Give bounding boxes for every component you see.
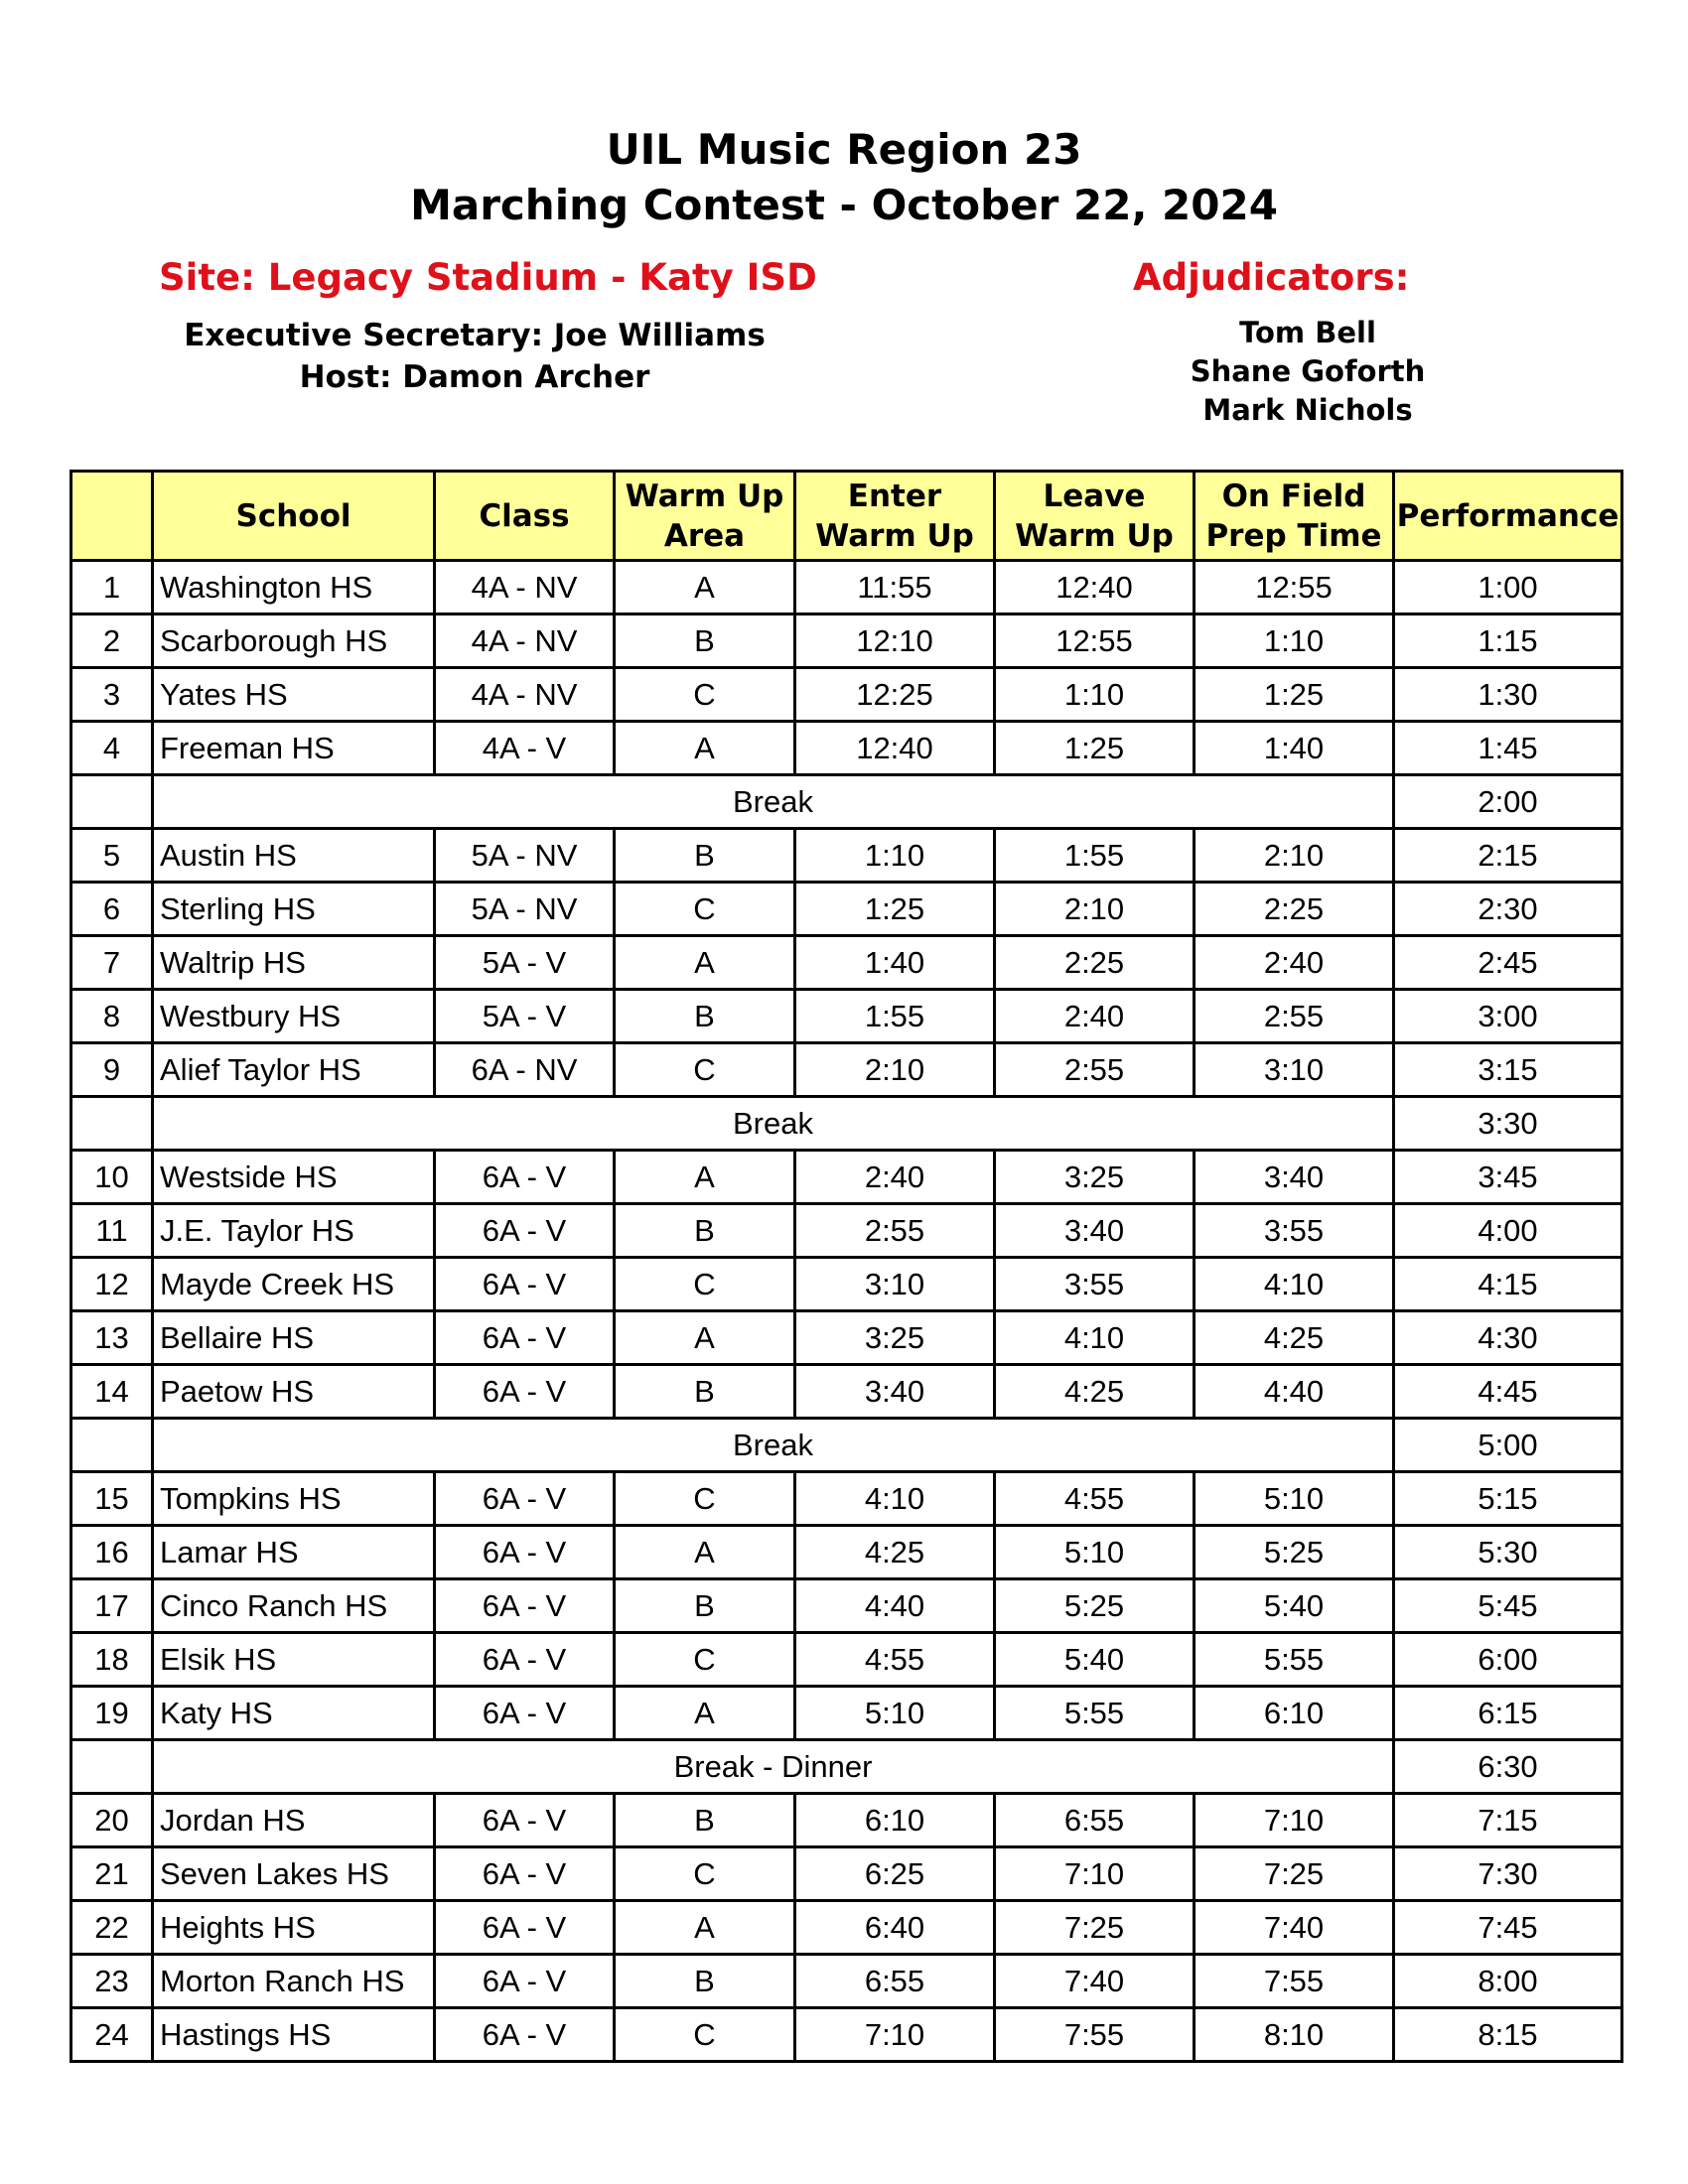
cell-prep-time: 5:10 [1195, 1472, 1394, 1526]
cell-performance: 1:45 [1394, 722, 1622, 775]
cell-class: 6A - NV [435, 1043, 615, 1097]
cell-enter-warm-up: 1:25 [795, 883, 995, 936]
cell-leave-warm-up: 12:55 [995, 614, 1195, 668]
cell-warm-up-area: A [615, 561, 795, 614]
cell-school: Tompkins HS [153, 1472, 435, 1526]
cell-number: 8 [71, 990, 153, 1043]
cell-performance: 6:30 [1394, 1740, 1622, 1794]
cell-warm-up-area: C [615, 1847, 795, 1901]
cell-prep-time: 5:40 [1195, 1579, 1394, 1633]
cell-number: 22 [71, 1901, 153, 1955]
cell-number: 1 [71, 561, 153, 614]
cell-performance: 3:30 [1394, 1097, 1622, 1151]
cell-enter-warm-up: 1:55 [795, 990, 995, 1043]
cell-school: Westside HS [153, 1151, 435, 1204]
table-row [71, 1633, 1622, 1687]
cell-performance: 5:30 [1394, 1526, 1622, 1579]
cell-prep-time: 3:55 [1195, 1204, 1394, 1258]
table-row [71, 829, 1622, 883]
cell-warm-up-area: B [615, 829, 795, 883]
cell-warm-up-area: B [615, 614, 795, 668]
cell-performance: 8:00 [1394, 1955, 1622, 2008]
cell-number: 24 [71, 2008, 153, 2062]
cell-school: Bellaire HS [153, 1311, 435, 1365]
cell-school: Cinco Ranch HS [153, 1579, 435, 1633]
column-header-leave-warm-up: Leave Warm Up [995, 472, 1195, 561]
cell-school: Freeman HS [153, 722, 435, 775]
cell-performance: 3:00 [1394, 990, 1622, 1043]
cell-performance: 3:45 [1394, 1151, 1622, 1204]
cell-number [71, 1740, 153, 1794]
executive-secretary: Executive Secretary: Joe Williams [184, 318, 766, 353]
cell-number: 17 [71, 1579, 153, 1633]
cell-class: 4A - V [435, 722, 615, 775]
table-row [71, 1901, 1622, 1955]
cell-leave-warm-up: 7:40 [995, 1955, 1195, 2008]
break-label: Break - Dinner [153, 1740, 1394, 1794]
table-row [71, 936, 1622, 990]
cell-number [71, 1097, 153, 1151]
cell-class: 6A - V [435, 1204, 615, 1258]
cell-prep-time: 2:40 [1195, 936, 1394, 990]
cell-warm-up-area: C [615, 1258, 795, 1311]
cell-school: Heights HS [153, 1901, 435, 1955]
cell-performance: 7:45 [1394, 1901, 1622, 1955]
cell-school: Morton Ranch HS [153, 1955, 435, 2008]
cell-class: 6A - V [435, 1526, 615, 1579]
cell-enter-warm-up: 4:55 [795, 1633, 995, 1687]
cell-enter-warm-up: 6:55 [795, 1955, 995, 2008]
break-label: Break [153, 1097, 1394, 1151]
cell-school: Waltrip HS [153, 936, 435, 990]
cell-class: 6A - V [435, 1258, 615, 1311]
cell-class: 5A - V [435, 936, 615, 990]
adjudicator-name: Mark Nichols [1202, 393, 1413, 427]
cell-prep-time: 2:10 [1195, 829, 1394, 883]
table-row [71, 883, 1622, 936]
cell-school: Hastings HS [153, 2008, 435, 2062]
cell-prep-time: 2:55 [1195, 990, 1394, 1043]
cell-warm-up-area: A [615, 1901, 795, 1955]
cell-class: 6A - V [435, 1472, 615, 1526]
cell-prep-time: 1:25 [1195, 668, 1394, 722]
column-header-prep-time: On Field Prep Time [1195, 472, 1394, 561]
cell-warm-up-area: C [615, 1472, 795, 1526]
cell-number: 10 [71, 1151, 153, 1204]
cell-number: 13 [71, 1311, 153, 1365]
cell-number: 15 [71, 1472, 153, 1526]
cell-school: Alief Taylor HS [153, 1043, 435, 1097]
cell-performance: 2:00 [1394, 775, 1622, 829]
table-row [71, 1579, 1622, 1633]
cell-warm-up-area: B [615, 1365, 795, 1419]
cell-school: Lamar HS [153, 1526, 435, 1579]
schedule-table [70, 470, 1623, 2063]
cell-school: Westbury HS [153, 990, 435, 1043]
cell-enter-warm-up: 6:40 [795, 1901, 995, 1955]
cell-number: 21 [71, 1847, 153, 1901]
cell-enter-warm-up: 4:40 [795, 1579, 995, 1633]
cell-prep-time: 6:10 [1195, 1687, 1394, 1740]
cell-number: 3 [71, 668, 153, 722]
cell-warm-up-area: B [615, 1794, 795, 1847]
cell-school: Scarborough HS [153, 614, 435, 668]
cell-performance: 8:15 [1394, 2008, 1622, 2062]
cell-prep-time: 3:40 [1195, 1151, 1394, 1204]
cell-number: 4 [71, 722, 153, 775]
cell-performance: 5:15 [1394, 1472, 1622, 1526]
break-row [71, 775, 1622, 829]
table-row [71, 1151, 1622, 1204]
cell-prep-time: 1:40 [1195, 722, 1394, 775]
cell-performance: 6:00 [1394, 1633, 1622, 1687]
column-header-class: Class [435, 472, 615, 561]
cell-number: 2 [71, 614, 153, 668]
cell-performance: 5:45 [1394, 1579, 1622, 1633]
break-row [71, 1740, 1622, 1794]
cell-warm-up-area: B [615, 1204, 795, 1258]
cell-leave-warm-up: 2:10 [995, 883, 1195, 936]
cell-enter-warm-up: 2:55 [795, 1204, 995, 1258]
cell-leave-warm-up: 4:10 [995, 1311, 1195, 1365]
cell-prep-time: 5:55 [1195, 1633, 1394, 1687]
cell-leave-warm-up: 3:40 [995, 1204, 1195, 1258]
cell-class: 5A - V [435, 990, 615, 1043]
cell-enter-warm-up: 6:10 [795, 1794, 995, 1847]
cell-number: 23 [71, 1955, 153, 2008]
cell-performance: 4:00 [1394, 1204, 1622, 1258]
cell-number: 7 [71, 936, 153, 990]
cell-class: 6A - V [435, 1311, 615, 1365]
cell-performance: 4:30 [1394, 1311, 1622, 1365]
cell-number: 9 [71, 1043, 153, 1097]
cell-leave-warm-up: 5:25 [995, 1579, 1195, 1633]
cell-enter-warm-up: 3:40 [795, 1365, 995, 1419]
cell-number: 20 [71, 1794, 153, 1847]
cell-enter-warm-up: 2:10 [795, 1043, 995, 1097]
cell-class: 6A - V [435, 1579, 615, 1633]
cell-warm-up-area: C [615, 2008, 795, 2062]
adjudicators-heading: Adjudicators: [1133, 256, 1410, 299]
cell-performance: 4:15 [1394, 1258, 1622, 1311]
cell-enter-warm-up: 7:10 [795, 2008, 995, 2062]
cell-warm-up-area: A [615, 1311, 795, 1365]
table-row [71, 2008, 1622, 2062]
cell-prep-time: 4:40 [1195, 1365, 1394, 1419]
cell-prep-time: 12:55 [1195, 561, 1394, 614]
cell-enter-warm-up: 12:25 [795, 668, 995, 722]
cell-school: Yates HS [153, 668, 435, 722]
cell-performance: 2:15 [1394, 829, 1622, 883]
cell-performance: 2:30 [1394, 883, 1622, 936]
table-row [71, 668, 1622, 722]
column-header-warm-up-area: Warm Up Area [615, 472, 795, 561]
cell-school: Washington HS [153, 561, 435, 614]
cell-performance: 7:30 [1394, 1847, 1622, 1901]
cell-class: 6A - V [435, 1687, 615, 1740]
cell-enter-warm-up: 3:10 [795, 1258, 995, 1311]
column-header-school: School [153, 472, 435, 561]
cell-performance: 3:15 [1394, 1043, 1622, 1097]
table-row [71, 614, 1622, 668]
table-row [71, 1847, 1622, 1901]
table-row [71, 1043, 1622, 1097]
table-row [71, 561, 1622, 614]
schedule-body [71, 561, 1622, 2062]
cell-leave-warm-up: 1:25 [995, 722, 1195, 775]
cell-leave-warm-up: 1:55 [995, 829, 1195, 883]
break-label: Break [153, 1419, 1394, 1472]
cell-number: 16 [71, 1526, 153, 1579]
cell-enter-warm-up: 4:10 [795, 1472, 995, 1526]
table-row [71, 1204, 1622, 1258]
cell-class: 5A - NV [435, 883, 615, 936]
cell-enter-warm-up: 4:25 [795, 1526, 995, 1579]
table-row [71, 1472, 1622, 1526]
cell-leave-warm-up: 1:10 [995, 668, 1195, 722]
cell-school: J.E. Taylor HS [153, 1204, 435, 1258]
cell-prep-time: 3:10 [1195, 1043, 1394, 1097]
cell-leave-warm-up: 2:25 [995, 936, 1195, 990]
cell-prep-time: 2:25 [1195, 883, 1394, 936]
cell-number: 5 [71, 829, 153, 883]
cell-prep-time: 7:10 [1195, 1794, 1394, 1847]
cell-performance: 5:00 [1394, 1419, 1622, 1472]
cell-number: 12 [71, 1258, 153, 1311]
cell-warm-up-area: C [615, 668, 795, 722]
cell-class: 6A - V [435, 1847, 615, 1901]
cell-number [71, 775, 153, 829]
cell-leave-warm-up: 6:55 [995, 1794, 1195, 1847]
cell-leave-warm-up: 2:40 [995, 990, 1195, 1043]
cell-enter-warm-up: 1:10 [795, 829, 995, 883]
cell-enter-warm-up: 11:55 [795, 561, 995, 614]
cell-prep-time: 5:25 [1195, 1526, 1394, 1579]
cell-school: Katy HS [153, 1687, 435, 1740]
cell-warm-up-area: C [615, 1633, 795, 1687]
cell-leave-warm-up: 5:55 [995, 1687, 1195, 1740]
cell-number [71, 1419, 153, 1472]
table-row [71, 1687, 1622, 1740]
cell-enter-warm-up: 1:40 [795, 936, 995, 990]
column-header-number [71, 472, 153, 561]
cell-number: 11 [71, 1204, 153, 1258]
table-row [71, 1311, 1622, 1365]
cell-class: 5A - NV [435, 829, 615, 883]
cell-leave-warm-up: 7:25 [995, 1901, 1195, 1955]
cell-class: 4A - NV [435, 614, 615, 668]
cell-class: 6A - V [435, 1794, 615, 1847]
cell-warm-up-area: A [615, 1526, 795, 1579]
cell-leave-warm-up: 7:55 [995, 2008, 1195, 2062]
table-row [71, 722, 1622, 775]
page-title: UIL Music Region 23 [606, 125, 1082, 174]
break-row [71, 1097, 1622, 1151]
cell-performance: 1:30 [1394, 668, 1622, 722]
cell-leave-warm-up: 7:10 [995, 1847, 1195, 1901]
cell-warm-up-area: B [615, 1579, 795, 1633]
cell-number: 19 [71, 1687, 153, 1740]
cell-prep-time: 8:10 [1195, 2008, 1394, 2062]
cell-prep-time: 7:25 [1195, 1847, 1394, 1901]
cell-school: Jordan HS [153, 1794, 435, 1847]
cell-leave-warm-up: 5:40 [995, 1633, 1195, 1687]
cell-warm-up-area: B [615, 990, 795, 1043]
cell-enter-warm-up: 12:10 [795, 614, 995, 668]
cell-leave-warm-up: 4:55 [995, 1472, 1195, 1526]
cell-enter-warm-up: 3:25 [795, 1311, 995, 1365]
cell-warm-up-area: A [615, 1151, 795, 1204]
host-name: Host: Damon Archer [299, 359, 650, 395]
cell-enter-warm-up: 5:10 [795, 1687, 995, 1740]
cell-performance: 2:45 [1394, 936, 1622, 990]
cell-class: 6A - V [435, 1365, 615, 1419]
cell-number: 18 [71, 1633, 153, 1687]
cell-enter-warm-up: 12:40 [795, 722, 995, 775]
cell-leave-warm-up: 12:40 [995, 561, 1195, 614]
cell-enter-warm-up: 2:40 [795, 1151, 995, 1204]
cell-warm-up-area: A [615, 1687, 795, 1740]
cell-warm-up-area: A [615, 722, 795, 775]
cell-performance: 7:15 [1394, 1794, 1622, 1847]
column-header-performance: Performance [1394, 472, 1622, 561]
cell-school: Sterling HS [153, 883, 435, 936]
cell-class: 6A - V [435, 1955, 615, 2008]
cell-prep-time: 7:40 [1195, 1901, 1394, 1955]
cell-performance: 1:15 [1394, 614, 1622, 668]
table-row [71, 1794, 1622, 1847]
cell-class: 6A - V [435, 2008, 615, 2062]
adjudicator-name: Shane Goforth [1190, 354, 1426, 388]
cell-prep-time: 7:55 [1195, 1955, 1394, 2008]
cell-school: Mayde Creek HS [153, 1258, 435, 1311]
table-row [71, 1955, 1622, 2008]
cell-prep-time: 4:10 [1195, 1258, 1394, 1311]
break-row [71, 1419, 1622, 1472]
table-header-row [71, 472, 1622, 561]
cell-prep-time: 4:25 [1195, 1311, 1394, 1365]
cell-prep-time: 1:10 [1195, 614, 1394, 668]
cell-warm-up-area: A [615, 936, 795, 990]
cell-school: Austin HS [153, 829, 435, 883]
cell-class: 6A - V [435, 1901, 615, 1955]
cell-class: 4A - NV [435, 561, 615, 614]
table-row [71, 990, 1622, 1043]
cell-enter-warm-up: 6:25 [795, 1847, 995, 1901]
cell-number: 6 [71, 883, 153, 936]
cell-leave-warm-up: 2:55 [995, 1043, 1195, 1097]
cell-performance: 4:45 [1394, 1365, 1622, 1419]
cell-school: Seven Lakes HS [153, 1847, 435, 1901]
adjudicator-list [1109, 314, 1506, 430]
cell-warm-up-area: C [615, 1043, 795, 1097]
cell-leave-warm-up: 5:10 [995, 1526, 1195, 1579]
table-row [71, 1526, 1622, 1579]
cell-school: Elsik HS [153, 1633, 435, 1687]
cell-class: 6A - V [435, 1633, 615, 1687]
cell-school: Paetow HS [153, 1365, 435, 1419]
adjudicator-name: Tom Bell [1239, 316, 1376, 349]
column-header-enter-warm-up: Enter Warm Up [795, 472, 995, 561]
cell-leave-warm-up: 3:25 [995, 1151, 1195, 1204]
cell-leave-warm-up: 3:55 [995, 1258, 1195, 1311]
cell-leave-warm-up: 4:25 [995, 1365, 1195, 1419]
cell-warm-up-area: C [615, 883, 795, 936]
cell-performance: 6:15 [1394, 1687, 1622, 1740]
page-subtitle: Marching Contest - October 22, 2024 [410, 181, 1278, 229]
cell-warm-up-area: B [615, 1955, 795, 2008]
cell-number: 14 [71, 1365, 153, 1419]
table-row [71, 1365, 1622, 1419]
break-label: Break [153, 775, 1394, 829]
table-row [71, 1258, 1622, 1311]
cell-performance: 1:00 [1394, 561, 1622, 614]
site-label: Site: Legacy Stadium - Katy ISD [159, 256, 817, 299]
cell-class: 4A - NV [435, 668, 615, 722]
cell-class: 6A - V [435, 1151, 615, 1204]
